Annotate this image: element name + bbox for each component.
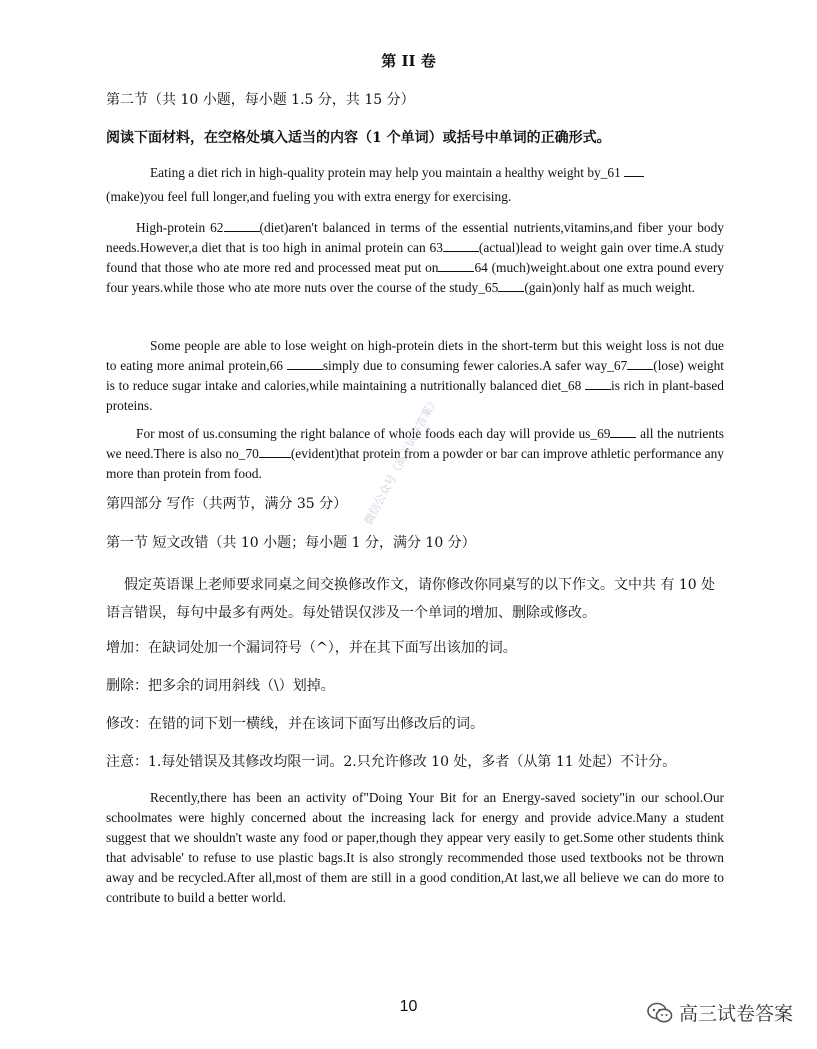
p3-text-c: (lose) weight is to reduce sugar intake and calories,while maintaining a nutritionally balanced diet_68 (106, 358, 724, 393)
p4-text-a: For most of us.consuming the right balance of whole foods each day will provide us_69 (136, 426, 611, 441)
blank-69[interactable] (610, 425, 636, 438)
p3-text-a: Some people are able to lose weight on high-protein diets in the short-term but this weight loss is not due to eating more animal protein,66 (106, 338, 724, 373)
brand-mark[interactable] (647, 999, 793, 1026)
passage-paragraph-2 (106, 218, 724, 298)
rule-modify: 修改：在错的词下划一横线，并在该词下面写出修改后的词。 (106, 716, 484, 732)
proofread-instruction: 假定英语课上老师要求同桌之间交换修改作文，请你修改你同桌写的以下作文。文中共 有 10 处语言错误，每句中最多有两处。每处错误仅涉及一个单词的增加、删除或修改。 (106, 577, 716, 621)
wechat-icon (647, 1002, 673, 1024)
p2-text-c: (actual)lead to weight gain over time.A study found that those who ate more red and processed meat put on (106, 240, 724, 275)
watermark: 微信公众号《高三试卷答案》 (361, 394, 441, 528)
rule-add: 增加：在缺词处加一个漏词符号（^），并在其下面写出该加的词。 (106, 640, 517, 656)
p1-text-a: Eating a diet rich in high-quality protein may help you maintain a healthy weight by_61 (150, 165, 621, 180)
essay-text: Recently,there has been an activity of"Doing Your Bit for an Energy-saved society"in our school.Our schoolmates were highly concerned about the increasing lack for energy and provide advice.Many a student suggest that we shouldn't waste any food or paper,though they appear very easily to get.Some other students think that advisable' to refuse to use plastic bags.It is also strongly recommended those used textbooks not be thrown away and be recycled.After all,most of them are still in a good condition,At last,we all believe we can do more to contribute to build a better world. (106, 790, 724, 905)
p2-text-d: 64 (much)weight.about one extra pound every four years.while those who ate more nuts over the course of the study_65 (106, 260, 724, 295)
blank-62[interactable] (224, 219, 260, 232)
p3-text-b: simply due to consuming fewer calories.A safer way_67 (322, 358, 628, 373)
p2-text-a: High-protein 62 (136, 220, 224, 235)
p1-text-b: (make)you feel full longer,and fueling you with extra energy for exercising. (106, 189, 512, 204)
blank-67[interactable] (627, 357, 653, 370)
section2-instruction: 阅读下面材料，在空格处填入适当的内容（1 个单词）或括号中单词的正确形式。 (106, 130, 611, 146)
p3-text-d: is rich in plant-based proteins. (106, 378, 724, 413)
p2-text-b: (diet)aren't balanced in terms of the essential nutrients,vitamins,and fiber your body needs.However,a diet that is too high in animal protein can 63 (106, 220, 724, 255)
page-title: 第 II 卷 (381, 52, 436, 70)
p4-text-c: (evident)that protein from a powder or bar can improve athletic performance any more than protein from food. (106, 446, 724, 481)
p2-text-e: (gain)only half as much weight. (524, 280, 696, 295)
rule-note: 注意：1.每处错误及其修改均限一词。2.只允许修改 10 处，多者（从第 11 处起）不计分。 (106, 754, 677, 770)
blank-64[interactable] (438, 259, 474, 272)
part4-heading: 第四部分 写作（共两节，满分 35 分） (106, 496, 348, 512)
blank-70[interactable] (259, 445, 291, 458)
page-number: 10 (399, 998, 418, 1015)
blank-61[interactable] (624, 164, 644, 177)
blank-65[interactable] (498, 279, 524, 292)
section2-heading: 第二节（共 10 小题，每小题 1.5 分，共 15 分） (106, 92, 415, 108)
section1-heading: 第一节 短文改错（共 10 小题；每小题 1 分，满分 10 分） (106, 535, 476, 551)
blank-66[interactable] (287, 357, 323, 370)
passage-paragraph-3 (106, 336, 724, 416)
blank-63[interactable] (443, 239, 479, 252)
blank-68[interactable] (585, 377, 611, 390)
p4-text-b: all the nutrients we need.There is also no_70 (106, 426, 724, 461)
rule-delete: 删除：把多余的词用斜线（\）划掉。 (106, 678, 335, 694)
passage-paragraph-1 (106, 161, 724, 209)
brand-name: 高三试卷答案 (678, 1003, 793, 1025)
